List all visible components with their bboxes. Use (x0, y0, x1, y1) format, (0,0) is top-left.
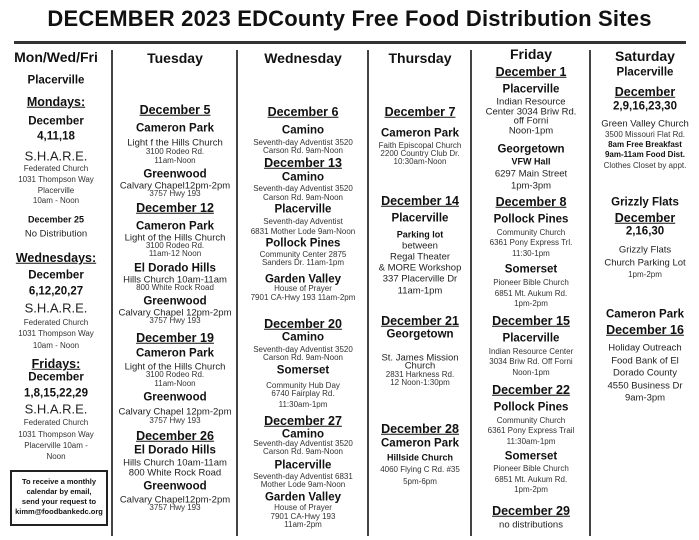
detail: 3757 Hwy 193 (149, 503, 201, 512)
date: December 14 (381, 193, 459, 208)
day-label: Wednesdays: (15, 250, 97, 265)
detail: 7901 CA-Hwy 193 11am-2pm (250, 293, 356, 302)
detail: Hillside Church (386, 452, 453, 463)
detail: Carson Rd. 9am-Noon (262, 193, 344, 202)
detail: Community Hub Day (266, 381, 340, 390)
location: Greenwood (143, 480, 207, 493)
detail: Hills Church 10am-11am (123, 274, 227, 286)
detail: 3757 Hwy 193 (149, 316, 201, 325)
date: December 27 (264, 413, 342, 428)
date: December (28, 371, 84, 384)
location: Georgetown (497, 143, 565, 156)
day-header: Tuesday (147, 50, 203, 66)
detail: 4060 Flying C Rd. #35 (380, 465, 460, 474)
date: December (614, 210, 676, 225)
detail: Calvary Chapel 12pm-2pm (118, 406, 232, 418)
detail: 10:30am-Noon (393, 157, 447, 166)
detail: Pioneer Bible Church (493, 464, 569, 473)
detail: Federated Church (23, 164, 89, 173)
detail: Seventh-day Adventist 3520 (253, 184, 353, 193)
detail: 11am-12 Noon (148, 249, 202, 258)
column-friday (472, 0, 590, 540)
detail: Placerville (37, 186, 75, 195)
location: Georgetown (386, 328, 454, 341)
detail: Pioneer Bible Church (493, 278, 569, 287)
location: Somerset (504, 450, 558, 463)
detail: Center 3034 Briw Rd. (485, 106, 577, 118)
date: 2,9,16,23,30 (613, 100, 677, 113)
location: Camino (281, 124, 325, 137)
detail: 5pm-6pm (403, 477, 437, 486)
location: Pollock Pines (493, 213, 569, 226)
day-header: Friday (509, 46, 552, 62)
date: December 29 (492, 503, 570, 518)
detail: Seventh-day Adventist 3520 (253, 138, 353, 147)
detail: Noon-1pm (512, 368, 550, 377)
detail: 2200 Country Club Dr. (380, 149, 460, 158)
location: Somerset (504, 263, 558, 276)
detail: Federated Church (23, 418, 89, 427)
detail: 9am-3pm (624, 392, 666, 404)
detail: 1pm-2pm (514, 485, 548, 494)
detail: Faith Episcopal Church (378, 141, 462, 150)
date: December 1 (495, 64, 567, 79)
date: 6,12,20,27 (28, 285, 84, 298)
date: December 12 (136, 200, 214, 215)
detail: 1pm-2pm (628, 270, 662, 279)
detail: 3100 Rodeo Rd. (145, 370, 205, 379)
location: Garden Valley (264, 273, 342, 286)
date: December 5 (139, 102, 211, 117)
detail: off Forni (513, 115, 549, 127)
detail: 6361 Pony Express Trail (487, 426, 575, 435)
date: December (28, 269, 84, 282)
day-label: Mondays: (26, 94, 86, 109)
location: Camino (281, 428, 325, 441)
detail: 2831 Harkness Rd. (385, 370, 455, 379)
detail: Church (404, 360, 436, 372)
day-label: Fridays: (31, 356, 81, 371)
date: December 13 (264, 155, 342, 170)
detail: Carson Rd. 9am-Noon (262, 146, 344, 155)
detail: 1031 Thompson Way (18, 430, 94, 439)
day-header: Saturday (615, 48, 675, 64)
detail: Clothes Closet by appt. (603, 161, 687, 170)
location: Garden Valley (264, 491, 342, 504)
detail: 3034 Briw Rd. Off Forni (489, 357, 573, 366)
detail: Community Church (496, 228, 566, 237)
day-header: Thursday (388, 50, 452, 66)
detail: House of Prayer (274, 284, 332, 293)
location: Cameron Park (136, 122, 214, 135)
column-saturday (591, 0, 699, 540)
detail: Indian Resource (496, 96, 566, 108)
location: Placerville (391, 212, 449, 225)
detail: Calvary Chapel 12pm-2pm (118, 307, 232, 319)
organization: S.H.A.R.E. (24, 148, 88, 164)
detail: Sanders Dr. 11am-1pm (261, 258, 345, 267)
detail: 11am-Noon (154, 379, 196, 388)
location: Placerville (274, 203, 332, 216)
page-title: DECEMBER 2023 EDCounty Free Food Distribution Sites (47, 6, 652, 31)
organization: S.H.A.R.E. (24, 401, 88, 417)
day-header: Mon/Wed/Fri (14, 49, 98, 65)
detail: 3757 Hwy 193 (149, 189, 201, 198)
detail: 3500 Missouri Flat Rd. (604, 130, 686, 139)
detail: 9am-11am Food Dist. (604, 150, 686, 159)
detail: Church Parking Lot (604, 257, 686, 269)
date: December (28, 115, 84, 128)
detail: 1pm-2pm (514, 299, 548, 308)
location: Camino (281, 171, 325, 184)
detail: Light of the Hills Church (124, 361, 226, 373)
date: 1,8,15,22,29 (24, 387, 88, 400)
detail: no distributions (499, 519, 563, 531)
detail: 10am - Noon (32, 196, 80, 205)
organization: S.H.A.R.E. (24, 300, 88, 316)
date: December 16 (606, 322, 684, 337)
detail: 6851 Mt. Aukum Rd. (494, 289, 568, 298)
column-tuesday (113, 0, 237, 540)
detail: between (402, 240, 438, 252)
detail: Seventh-day Adventist (263, 217, 343, 226)
detail: Community Church (496, 416, 566, 425)
location: Greenwood (143, 295, 207, 308)
column-thursday (369, 0, 471, 540)
detail: 11am-2pm (284, 520, 322, 529)
column-wednesday (238, 0, 368, 540)
detail: House of Prayer (274, 503, 332, 512)
detail: 800 White Rock Road (128, 467, 222, 479)
location: Camino (281, 331, 325, 344)
detail: 3100 Rodeo Rd. (145, 147, 205, 156)
detail: Parking lot (396, 229, 444, 240)
location: El Dorado Hills (134, 444, 216, 457)
detail: 6361 Pony Express Trl. (489, 238, 573, 247)
detail: 3757 Hwy 193 (149, 416, 201, 425)
detail: 6851 Mt. Aukum Rd. (494, 475, 568, 484)
location: Placerville (502, 83, 560, 96)
detail: Dorado County (613, 367, 677, 379)
detail: 11:30am-1pm (278, 400, 328, 409)
day-header: Wednesday (264, 50, 342, 66)
date: December 21 (381, 313, 459, 328)
detail: 1pm-3pm (510, 180, 552, 192)
date: 2,16,30 (625, 225, 665, 238)
detail: Calvary Chapel12pm-2pm (119, 494, 231, 506)
date: 4,11,18 (37, 130, 75, 143)
date: December (614, 84, 676, 99)
detail: Carson Rd. 9am-Noon (262, 353, 344, 362)
detail: & MORE Workshop (378, 262, 462, 274)
detail: 12 Noon-1:30pm (390, 378, 450, 387)
email-signup-notice (10, 470, 108, 526)
detail: Carson Rd. 9am-Noon (262, 447, 344, 456)
detail: Holiday Outreach (608, 342, 682, 354)
location: Placerville (502, 332, 560, 345)
detail: 6740 Fairplay Rd. (271, 389, 335, 398)
detail: Federated Church (23, 318, 89, 327)
detail: 7901 CA-Hwy 193 (270, 512, 336, 521)
notice-line: send your request to (21, 497, 97, 506)
detail: 11:30am-1pm (506, 437, 556, 446)
date: December 6 (267, 104, 339, 119)
detail: 8am Free Breakfast (608, 140, 682, 149)
location: Cameron Park (381, 437, 459, 450)
detail: Seventh-day Adventist 6831 (253, 472, 353, 481)
location: Greenwood (143, 391, 207, 404)
detail: Food Bank of El (611, 355, 679, 367)
detail: Noon (46, 452, 66, 461)
location: Cameron Park (606, 308, 684, 321)
detail: Regal Theater (389, 251, 451, 263)
detail: 3100 Rodeo Rd. (145, 241, 205, 250)
detail: 6297 Main Street (494, 168, 568, 180)
detail: 1031 Thompson Way (18, 329, 94, 338)
date: December 22 (492, 382, 570, 397)
location: Pollock Pines (493, 401, 569, 414)
location: Cameron Park (136, 220, 214, 233)
location: Grizzly Flats (611, 196, 679, 209)
column-mon-wed-fri (0, 0, 112, 540)
detail: 11am-1pm (397, 285, 443, 297)
detail: 1031 Thompson Way (18, 175, 94, 184)
date: December 26 (136, 428, 214, 443)
detail: 6831 Mother Lode 9am-Noon (250, 227, 356, 236)
detail: 800 White Rock Road (136, 283, 214, 292)
detail: Noon-1pm (508, 125, 554, 137)
location: Somerset (276, 364, 330, 377)
date: December 20 (264, 316, 342, 331)
detail: VFW Hall (511, 156, 551, 167)
location: Greenwood (143, 168, 207, 181)
detail: 11:30-1pm (512, 249, 550, 258)
location: Cameron Park (136, 347, 214, 360)
detail: Calvary Chapel12pm-2pm (119, 180, 231, 192)
detail: 10am - Noon (32, 341, 80, 350)
detail: Grizzly Flats (618, 244, 672, 256)
detail: Seventh-day Adventist 3520 (253, 345, 353, 354)
date: December 28 (381, 421, 459, 436)
detail: 11am-Noon (154, 156, 196, 165)
detail: Indian Resource Center (488, 347, 574, 356)
date: December 7 (384, 104, 456, 119)
location: Placerville (274, 459, 332, 472)
detail: No Distribution (24, 228, 88, 240)
location: El Dorado Hills (134, 262, 216, 275)
location: Placerville (27, 74, 85, 87)
detail: Light of the Hills Church (124, 232, 226, 244)
detail: Community Center 2875 (259, 250, 347, 259)
location: Placerville (616, 66, 674, 79)
date: December 15 (492, 313, 570, 328)
detail: Placerville 10am - (24, 441, 88, 450)
location: Pollock Pines (265, 237, 341, 250)
notice-email: kimm@foodbankedc.org (15, 507, 103, 516)
location: Cameron Park (381, 127, 459, 140)
detail: Light f the Hills Church (127, 137, 223, 149)
detail: Green Valley Church (601, 118, 689, 130)
notice-line: To receive a monthly (21, 477, 97, 486)
detail: St. James Mission (381, 352, 459, 364)
detail: 337 Placerville Dr (382, 273, 458, 285)
date: December 25 (27, 214, 85, 225)
detail: Seventh-day Adventist 3520 (253, 439, 353, 448)
date: December 19 (136, 330, 214, 345)
detail: Hills Church 10am-11am (123, 457, 227, 469)
notice-line: calendar by email, (26, 487, 92, 496)
detail: 4550 Business Dr (607, 380, 683, 392)
detail: Mother Lode 9am-Noon (260, 480, 346, 489)
date: December 8 (495, 194, 567, 209)
